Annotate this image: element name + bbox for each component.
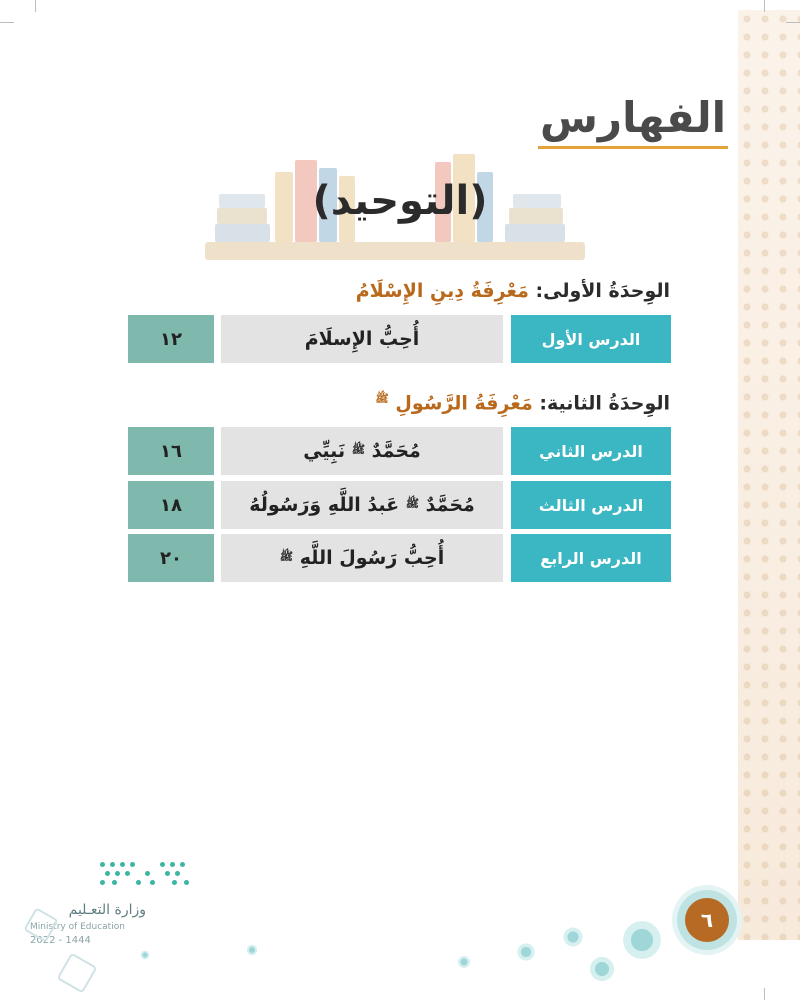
lesson-topic-text: أُحِبُّ رَسُولَ اللَّهِ [299,547,445,569]
ministry-name: وزارة التعـليم [68,902,146,918]
lesson-topic-text: أُحِبُّ الإِسلَامَ [304,328,420,350]
table-row[interactable] [128,427,671,475]
title-underline [538,146,728,149]
unit-label: الوِحدَةُ الأولى: [535,280,670,302]
table-row[interactable] [128,481,671,529]
lesson-label: الدرس الرابع [511,534,671,582]
lesson-page-number: ١٢ [128,315,214,363]
pbuh-glyph: ﷺ [375,392,389,405]
table-row[interactable] [128,534,671,582]
lesson-topic-text: مُحَمَّدٌ [371,440,421,462]
page-title-block [538,92,728,149]
section-title: (التوحيد) [312,178,488,224]
crop-mark [786,22,800,23]
table-row[interactable] [128,315,671,363]
flower-ornament-icon [457,955,471,969]
decorative-border [738,10,800,940]
lesson-topic-text: مُحَمَّدٌ [425,494,475,516]
shelf-board [205,242,585,260]
lesson-topic [221,315,503,363]
unit-name: مَعْرِفَةُ الرَّسُولِ [395,392,533,415]
unit-label: الوِحدَةُ الثانية: [539,392,670,415]
flower-ornament-icon [620,918,664,962]
book-icon [505,224,565,242]
flower-ornament-icon [562,926,584,948]
flower-ornament-icon [516,942,536,962]
unit-heading-1 [356,280,670,302]
lesson-label: الدرس الأول [511,315,671,363]
lesson-topic-text-after: عَبدُ اللَّهِ وَرَسُولُهُ [249,494,400,516]
lesson-page-number: ١٦ [128,427,214,475]
lesson-page-number: ٢٠ [128,534,214,582]
flower-ornament-icon [140,950,150,960]
unit-name: مَعْرِفَةُ دِينِ الإِسْلَامُ [355,280,529,302]
book-icon [215,224,270,242]
edition-year: 2022 - 1444 [30,935,91,946]
page-title: الفهارس [539,93,726,142]
pbuh-glyph: ﷺ [405,497,419,510]
ministry-logo-icon [100,862,190,892]
flower-ornament-icon [246,944,258,956]
lesson-topic [221,534,503,582]
lesson-label: الدرس الثاني [511,427,671,475]
decorative-shape [57,953,98,994]
flower-ornament-icon [588,955,616,983]
lesson-topic-text-after: نَبِيِّي [303,440,346,462]
lesson-page-number: ١٨ [128,481,214,529]
pbuh-glyph: ﷺ [351,443,365,456]
crop-mark [764,0,765,12]
crop-mark [35,0,36,12]
lesson-topic [221,481,503,529]
lesson-label: الدرس الثالث [511,481,671,529]
crop-mark [0,22,14,23]
lesson-topic [221,427,503,475]
ministry-name-en: Ministry of Education [30,922,125,932]
unit-heading-2 [375,392,670,414]
page-number-badge: ٦ [685,898,729,942]
crop-mark [764,988,765,1000]
pbuh-glyph: ﷺ [279,550,294,563]
